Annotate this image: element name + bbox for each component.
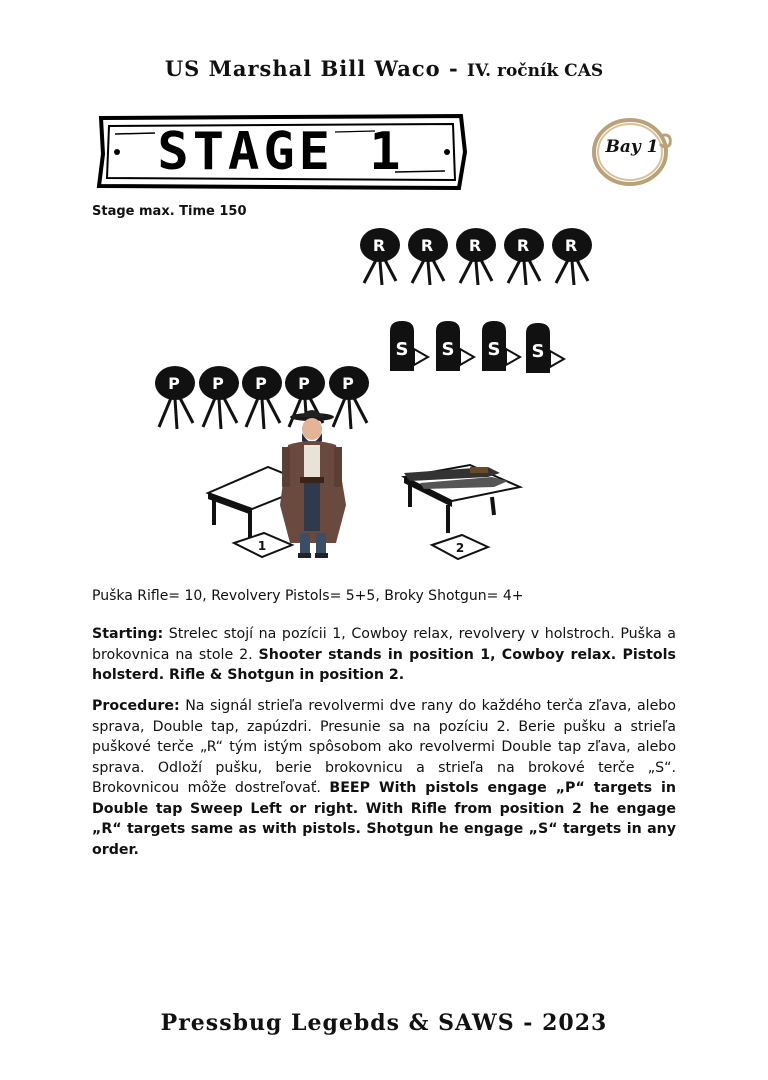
- starting-text-en: Shooter stands in position 1, Cowboy relax. Pistols holsterd. Rifle & Shotgun in position 2.: [92, 646, 676, 683]
- header-subtitle: IV. ročník CAS: [467, 61, 604, 81]
- target-letter: S: [531, 341, 545, 362]
- header-title: US Marshal Bill Waco -: [164, 56, 467, 81]
- rifle-target: [408, 228, 448, 285]
- target-letter: P: [342, 374, 354, 393]
- pistol-target: [199, 366, 239, 429]
- procedure-text-en: BEEP With pistols engage „P“ targets in Double tap Sweep Left or right. With Rifle from position 2 he engage „R“ targets same as with pistols. Shotgun he engage „S“ targets in any order.: [92, 780, 676, 858]
- target-letter: R: [564, 236, 578, 255]
- rifle-targets: [360, 228, 592, 285]
- shotgun-target: [390, 321, 428, 371]
- starting-text-sk: Strelec stojí na pozícii 1, Cowboy relax, revolvery v holstroch. Puška a brokovnica na stole 2.: [92, 626, 676, 663]
- stage-title: STAGE 1: [157, 122, 405, 182]
- shotgun-target: [526, 323, 564, 373]
- target-letter: P: [168, 374, 180, 393]
- procedure-label: Procedure:: [92, 698, 180, 714]
- pistol-targets: [155, 366, 369, 429]
- rifle-target: [456, 228, 496, 285]
- stage-layout-diagram: [0, 215, 768, 575]
- pistol-target: [155, 366, 195, 429]
- procedure-text-sk: Na signál strieľa revolvermi dve rany do každého terča zľava, alebo sprava, Double tap, zapúzdri. Presunie sa na pozíciu 2. Berie pušku a strieľa puškové terče „R“ tým istým spôsobom ako revolvermi Double tap zľava, alebo sprava. Odloží pušku, berie brokovnicu a strieľa na brokové terče „S“. Brokovnicou môže dostreľovať.: [92, 698, 676, 796]
- cowboy-shooter-icon: [280, 410, 346, 558]
- page-header: [0, 56, 768, 81]
- shotgun-target: [436, 321, 474, 371]
- target-letter: P: [212, 374, 224, 393]
- pistol-target: [242, 366, 282, 429]
- rifle-target: [504, 228, 544, 285]
- ammo-requirements: Puška Rifle= 10, Revolvery Pistols= 5+5, Broky Shotgun= 4+: [92, 588, 524, 604]
- target-letter: R: [516, 236, 530, 255]
- target-letter: S: [395, 339, 409, 360]
- position-1-label: 1: [257, 539, 267, 553]
- rifle-target: [552, 228, 592, 285]
- target-letter: R: [420, 236, 434, 255]
- procedure-paragraph: [92, 696, 676, 860]
- shotgun-target: [482, 321, 520, 371]
- starting-label: Starting:: [92, 626, 164, 642]
- target-letter: S: [441, 339, 455, 360]
- target-letter: P: [298, 374, 310, 393]
- bay-label: Bay 1: [605, 137, 659, 157]
- position-1-marker: [234, 533, 292, 557]
- rifle-target: [360, 228, 400, 285]
- target-letter: R: [468, 236, 482, 255]
- shotgun-targets: [390, 321, 564, 373]
- table-position-2: [404, 465, 520, 533]
- target-letter: R: [372, 236, 386, 255]
- page-footer: Pressbug Legebds & SAWS - 2023: [160, 1010, 608, 1036]
- position-2-marker: [432, 535, 488, 559]
- pistol-target: [329, 366, 369, 429]
- stage-max-time: Stage max. Time 150: [92, 204, 247, 219]
- position-2-label: 2: [455, 541, 465, 555]
- target-letter: S: [487, 339, 501, 360]
- target-letter: P: [255, 374, 267, 393]
- starting-paragraph: [92, 624, 676, 686]
